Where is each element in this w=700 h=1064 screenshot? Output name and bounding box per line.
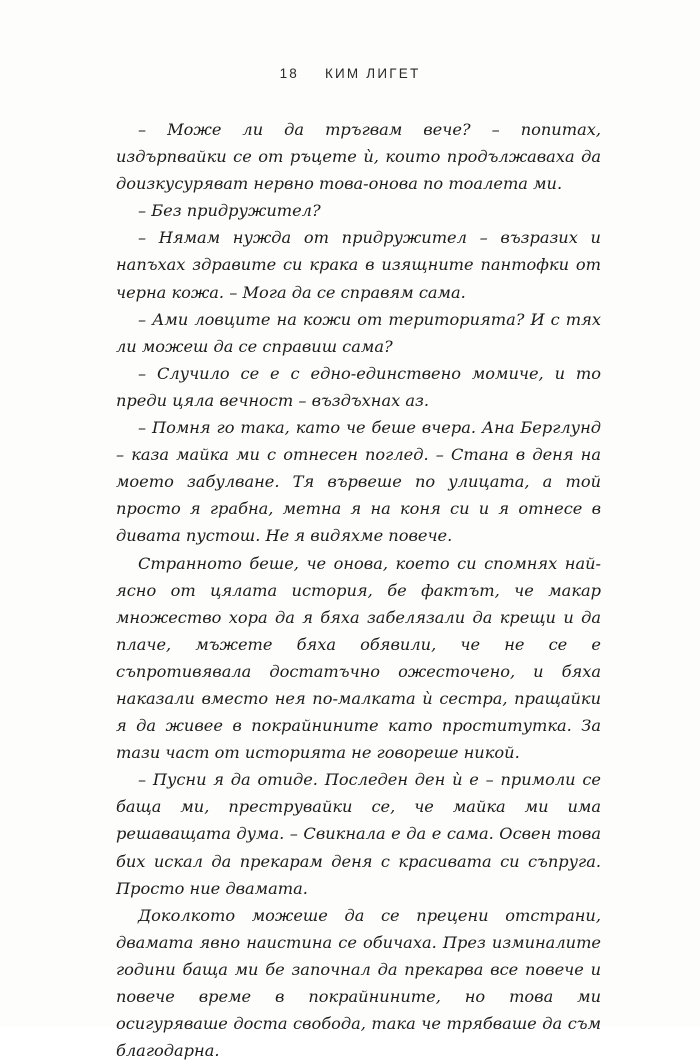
paragraph-8: – Пусни я да отиде. Последен ден ѝ е – примоли се баща ми, преструвайки се, че майка ми има решаващата дума. – Свикнала е да е сама. Освен това бих искал да прекарам деня с красивата си съпруга. Просто ние двамата. xyxy=(116,770,601,898)
running-header xyxy=(0,66,700,81)
paragraph-7: Странното беше, че онова, което си спомнях най-ясно от цялата история, бе фактът, че макар множество хора да я бяха забелязали да крещи и да плаче, мъжете бяха обявили, че не се е съпротивявала достатъчно ожесточено, и бяха наказали вместо нея по-малката ѝ сестра, пращайки я да живее в покрайнините като проститутка. За тази част от историята не говореше никой. xyxy=(116,553,601,763)
paragraph-3: – Нямам нужда от придружител – възразих и напъхах здравите си крака в изящните пантофки от черна кожа. – Мога да се справям сама. xyxy=(116,228,601,302)
body-text xyxy=(116,116,601,1064)
author-name: КИМ ЛИГЕТ xyxy=(324,66,421,81)
paragraph-9: Доколкото можеше да се прецени отстрани, двамата явно наистина се обичаха. През изминалите години баща ми бе започнал да прекарва все повече и повече време в покрайнините, но това ми осигуряваше доста свобода, така че трябваше да съм благодарна. xyxy=(116,905,601,1061)
paragraph-4: – Ами ловците на кожи от територията? И с тях ли можеш да се справиш сама? xyxy=(116,309,601,356)
paragraph-2: – Без придружител? xyxy=(138,201,321,221)
paragraph-1: – Може ли да тръгвам вече? – попитах, издърпвайки се от ръцете ѝ, които продължаваха да доизкусуряват нервно това-онова по тоалета ми. xyxy=(116,120,601,194)
paragraph-5: – Случило се е с едно-единствено момиче, и то преди цяла вечност – въздъхнах аз. xyxy=(116,363,601,410)
page-number: 18 xyxy=(279,66,299,81)
paragraph-6: – Помня го така, като че беше вчера. Ана Берглунд – каза майка ми с отнесен поглед. – Стана в деня на моето забулване. Тя вървеше по улицата, а той просто я грабна, метна я на коня си и я отнесе в дивата пустош. Не я видяхме повече. xyxy=(116,418,601,546)
